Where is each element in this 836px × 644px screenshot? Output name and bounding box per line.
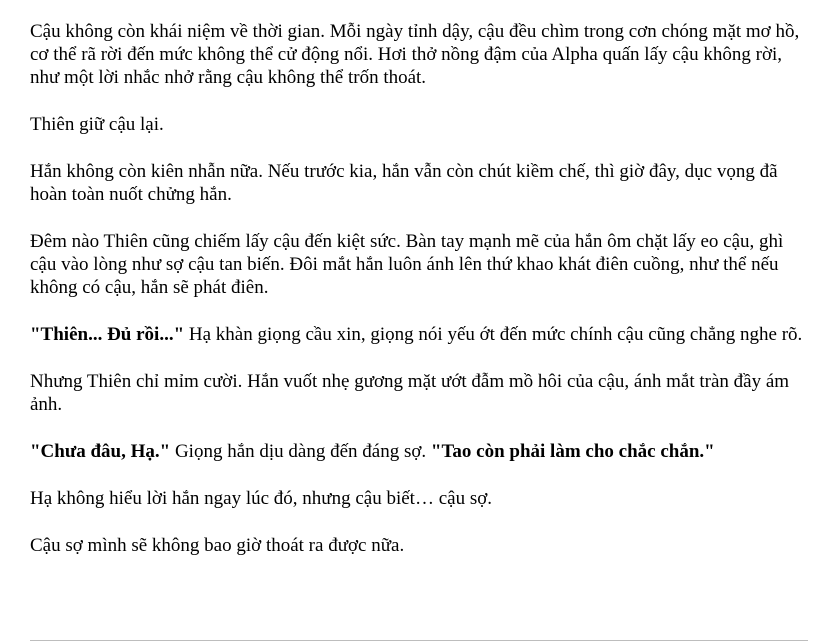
horizontal-divider [30,640,808,641]
paragraph-3: Hắn không còn kiên nhẫn nữa. Nếu trước kia, hắn vẫn còn chút kiềm chế, thì giờ đây, dục vọng đã hoàn toàn nuốt chửng hắn. [30,161,778,205]
paragraph-1: Cậu không còn khái niệm về thời gian. Mỗi ngày tỉnh dậy, cậu đều chìm trong cơn chóng mặt mơ hồ, cơ thể rã rời đến mức không thể cử động nổi. Hơi thở nồng đậm của Alpha quấn lấy cậu không rời, như một lời nhắc nhở rằng cậu không thể trốn thoát. [30,21,800,88]
story-text [30,20,810,581]
paragraph-2: Thiên giữ cậu lại. [30,114,164,135]
dialogue-narration: Giọng hắn dịu dàng đến đáng sợ. [170,441,431,462]
dialogue-narration: Hạ khàn giọng cầu xin, giọng nói yếu ớt đến mức chính cậu cũng chẳng nghe rõ. [184,324,803,345]
paragraph-7 [30,440,810,463]
paragraph-5 [30,323,810,346]
paragraph-4: Đêm nào Thiên cũng chiếm lấy cậu đến kiệt sức. Bàn tay mạnh mẽ của hắn ôm chặt lấy eo cậu, ghì cậu vào lòng như sợ cậu tan biến. Đôi mắt hắn luôn ánh lên thứ khao khát điên cuồng, như thể nếu không có cậu, hắn sẽ phát điên. [30,231,784,298]
dialogue-quote: "Tao còn phải làm cho chắc chắn." [430,441,715,462]
paragraph-9: Cậu sợ mình sẽ không bao giờ thoát ra được nữa. [30,535,405,556]
paragraph-6: Nhưng Thiên chỉ mỉm cười. Hắn vuốt nhẹ gương mặt ướt đẫm mồ hôi của cậu, ánh mắt tràn đầy ám ảnh. [30,371,790,415]
dialogue-quote: "Chưa đâu, Hạ." [30,441,171,462]
dialogue-quote: "Thiên... Đủ rồi..." [30,324,185,345]
paragraph-8: Hạ không hiểu lời hắn ngay lúc đó, nhưng cậu biết… cậu sợ. [30,488,493,509]
